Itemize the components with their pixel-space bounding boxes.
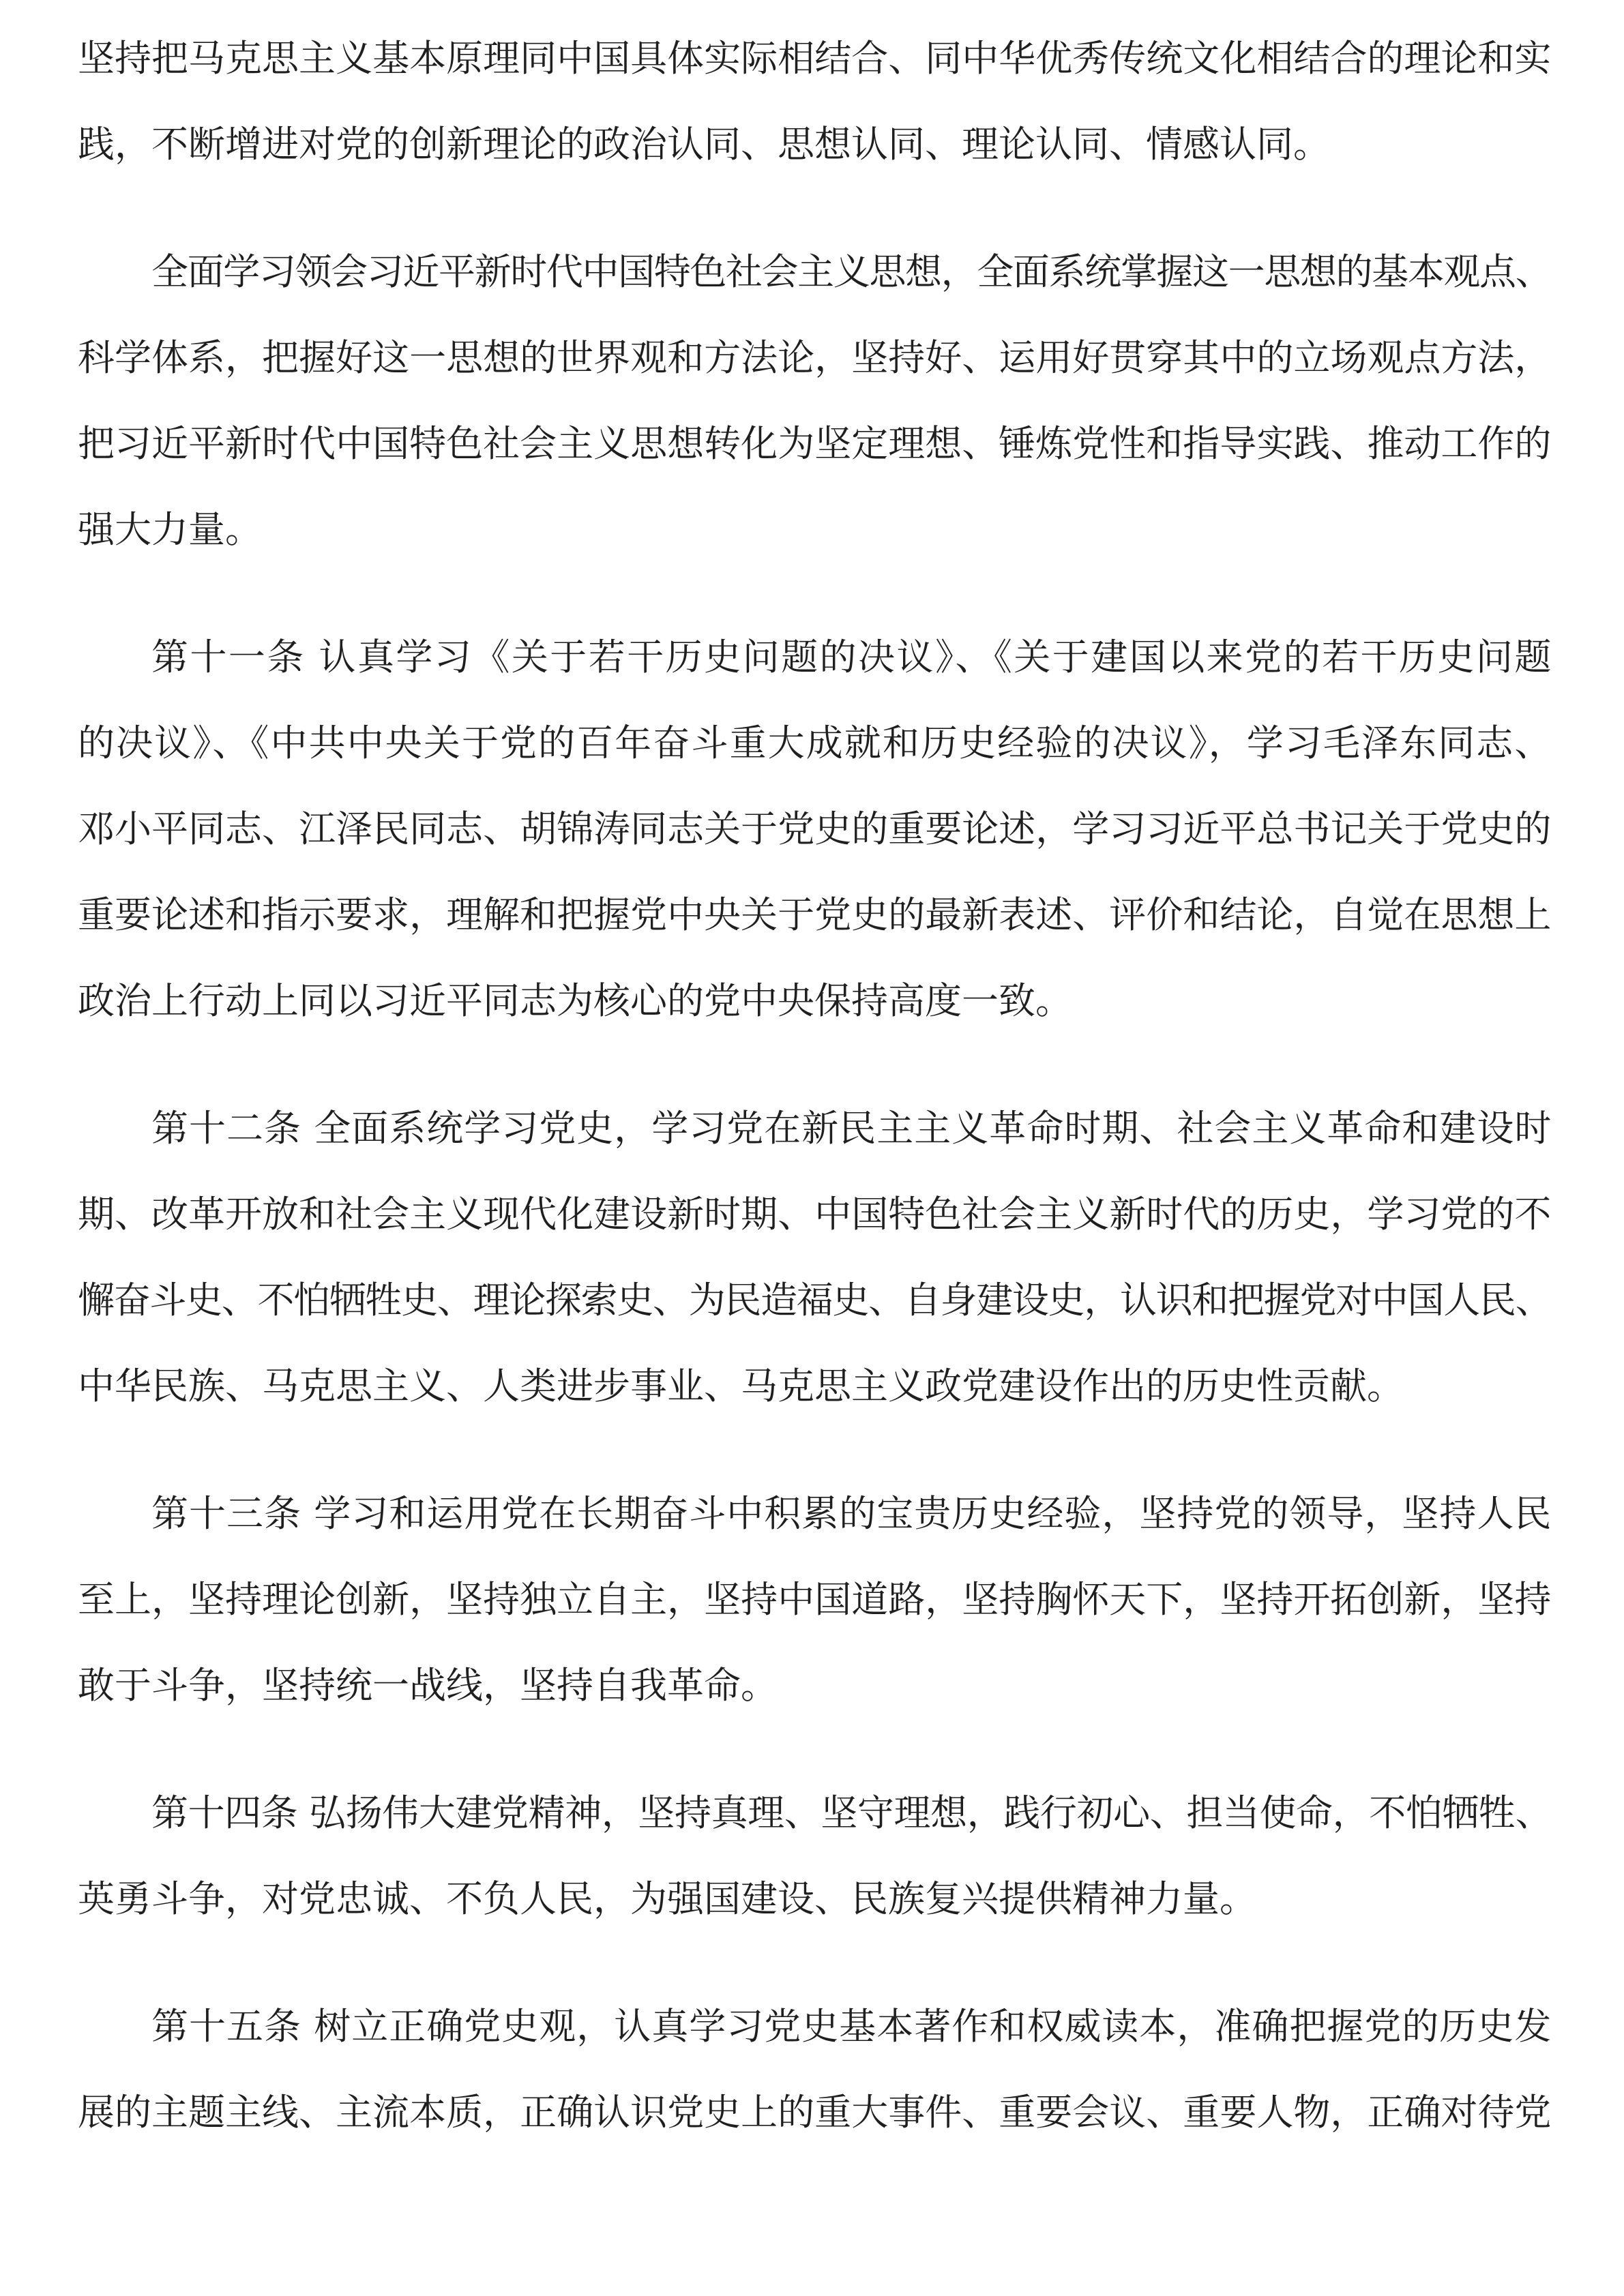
paragraph-article-15 (78, 1984, 1551, 2156)
text-line: 坚持把马克思主义基本原理同中国具体实际相结合、同中华优秀传统文化相结合的理论和实 (78, 37, 1551, 80)
text-line: 第十三条 学习和运用党在长期奋斗中积累的宝贵历史经验，坚持党的领导，坚持人民 (151, 1492, 1551, 1535)
text-line: 践，不断增进对党的创新理论的政治认同、思想认同、理论认同、情感认同。 (78, 123, 1330, 166)
text-line: 重要论述和指示要求，理解和把握党中央关于党史的最新表述、评价和结论，自觉在思想上 (78, 893, 1551, 936)
paragraph-continued (78, 16, 1551, 188)
text-line: 邓小平同志、江泽民同志、胡锦涛同志关于党史的重要论述，学习习近平总书记关于党史的 (78, 807, 1551, 850)
text-line: 敢于斗争，坚持统一战线，坚持自我革命。 (78, 1664, 778, 1707)
text-line: 第十一条 认真学习《关于若干历史问题的决议》、《关于建国以来党的若干历史问题 (151, 636, 1551, 679)
text-line: 强大力量。 (78, 508, 262, 551)
text-line: 政治上行动上同以习近平同志为核心的党中央保持高度一致。 (78, 979, 1072, 1022)
text-line: 的决议》、《中共中央关于党的百年奋斗重大成就和历史经验的决议》，学习毛泽东同志、 (78, 721, 1551, 764)
text-line: 科学体系，把握好这一思想的世界观和方法论，坚持好、运用好贯穿其中的立场观点方法， (78, 336, 1551, 379)
paragraph-article-11 (78, 614, 1551, 1044)
text-line: 展的主题主线、主流本质，正确认识党史上的重大事件、重要会议、重要人物，正确对待党 (78, 2091, 1551, 2134)
paragraph-study-thought (78, 229, 1551, 573)
text-line: 懈奋斗史、不怕牺牲史、理论探索史、为民造福史、自身建设史，认识和把握党对中国人民、 (78, 1279, 1551, 1322)
text-line: 至上，坚持理论创新，坚持独立自主，坚持中国道路，坚持胸怀天下，坚持开拓创新，坚持 (78, 1578, 1551, 1621)
document-page (78, 16, 1551, 2197)
text-line: 中华民族、马克思主义、人类进步事业、马克思主义政党建设作出的历史性贡献。 (78, 1365, 1404, 1407)
text-line: 把习近平新时代中国特色社会主义思想转化为坚定理想、锤炼党性和指导实践、推动工作的 (78, 422, 1551, 465)
text-line: 第十二条 全面系统学习党史，学习党在新民主主义革命时期、社会主义革命和建设时 (151, 1107, 1551, 1150)
text-line: 第十四条 弘扬伟大建党精神，坚持真理、坚守理想，践行初心、担当使命，不怕牺牲、 (151, 1791, 1551, 1834)
paragraph-article-13 (78, 1471, 1551, 1729)
text-line: 英勇斗争，对党忠诚、不负人民，为强国建设、民族复兴提供精神力量。 (78, 1877, 1256, 1920)
text-line: 全面学习领会习近平新时代中国特色社会主义思想，全面系统掌握这一思想的基本观点、 (151, 250, 1551, 293)
text-line: 第十五条 树立正确党史观，认真学习党史基本著作和权威读本，准确把握党的历史发 (151, 2005, 1551, 2048)
paragraph-article-12 (78, 1086, 1551, 1429)
paragraph-article-14 (78, 1770, 1551, 1942)
text-line: 期、改革开放和社会主义现代化建设新时期、中国特色社会主义新时代的历史，学习党的不 (78, 1193, 1551, 1236)
